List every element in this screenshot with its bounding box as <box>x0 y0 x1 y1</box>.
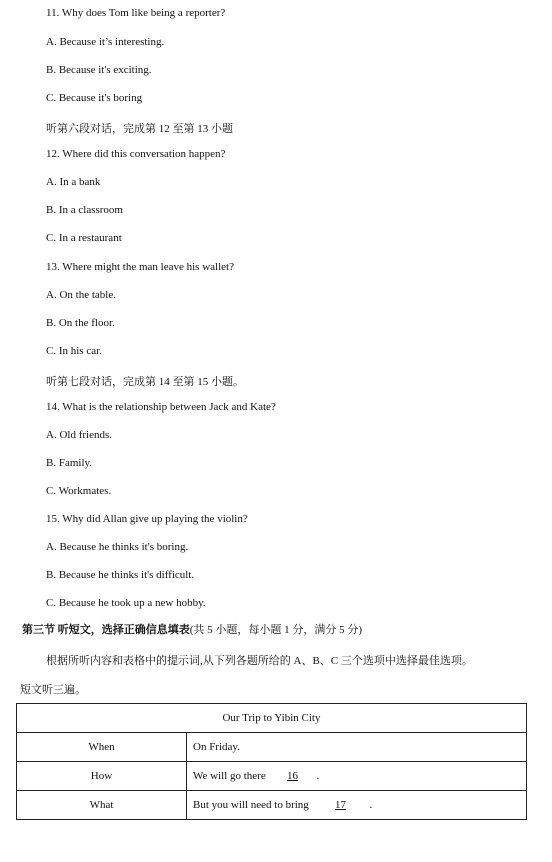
section-3-title-bold: 第三节 听短文，选择正确信息填表 <box>22 624 190 636</box>
option-15c: C. Because he took up a new hobby. <box>46 597 206 609</box>
dialogue-6-instruction: 听第六段对话，完成第 12 至第 13 小题 <box>46 123 233 135</box>
question-11-text: 11. Why does Tom like being a reporter? <box>46 7 226 19</box>
section-3-instruction: 根据所听内容和表格中的提示词,从下列各题所给的 A、B、C 三个选项中选择最佳选项。 <box>46 655 473 667</box>
option-11c: C. Because it's boring <box>46 92 143 104</box>
option-13a: A. On the table. <box>46 289 116 301</box>
option-12c: C. In a restaurant <box>46 232 122 244</box>
section-3-title-rest: (共 5 小题，每小题 1 分，满分 5 分) <box>189 624 363 636</box>
row-value-text: On Friday. <box>193 741 240 753</box>
option-11b: B. Because it's exciting. <box>46 64 152 76</box>
question-14-text: 14. What is the relationship between Jack and Kate? <box>46 401 276 413</box>
option-13c: C. In his car. <box>46 345 102 357</box>
row-key-when: When <box>17 733 187 762</box>
dialogue-7-instruction: 听第七段对话，完成第 14 至第 15 小题。 <box>46 376 244 388</box>
row-value-text: But you will need to bring <box>193 799 312 811</box>
question-15-text: 15. Why did Allan give up playing the violin? <box>46 513 248 525</box>
row-value-end: . <box>316 770 320 782</box>
table-title-row <box>17 704 527 733</box>
option-14a: A. Old friends. <box>46 429 112 441</box>
row-key-how: How <box>17 762 187 791</box>
blank-16: 16 <box>286 770 298 782</box>
row-value-what <box>187 791 527 820</box>
question-12-text: 12. Where did this conversation happen? <box>46 148 226 160</box>
row-value-text: We will go there <box>193 770 269 782</box>
option-14c: C. Workmates. <box>46 485 112 497</box>
option-15a: A. Because he thinks it's boring. <box>46 541 189 553</box>
table-row <box>17 762 527 791</box>
section-3-instruction-cont: 短文听三遍。 <box>20 684 86 696</box>
row-value-end: . <box>369 799 373 811</box>
section-3-title <box>22 621 362 637</box>
table-title: Our Trip to Yibin City <box>17 704 527 733</box>
table-row <box>17 733 527 762</box>
option-15b: B. Because he thinks it's difficult. <box>46 569 195 581</box>
option-12b: B. In a classroom <box>46 204 123 216</box>
option-12a: A. In a bank <box>46 176 101 188</box>
option-11a: A. Because it’s interesting. <box>46 36 165 48</box>
row-value-how <box>187 762 527 791</box>
trip-info-table <box>16 703 527 820</box>
blank-17: 17 <box>335 799 347 811</box>
table-row <box>17 791 527 820</box>
option-14b: B. Family. <box>46 457 93 469</box>
option-13b: B. On the floor. <box>46 317 115 329</box>
row-value-when <box>187 733 527 762</box>
row-key-what: What <box>17 791 187 820</box>
question-13-text: 13. Where might the man leave his wallet? <box>46 261 234 273</box>
